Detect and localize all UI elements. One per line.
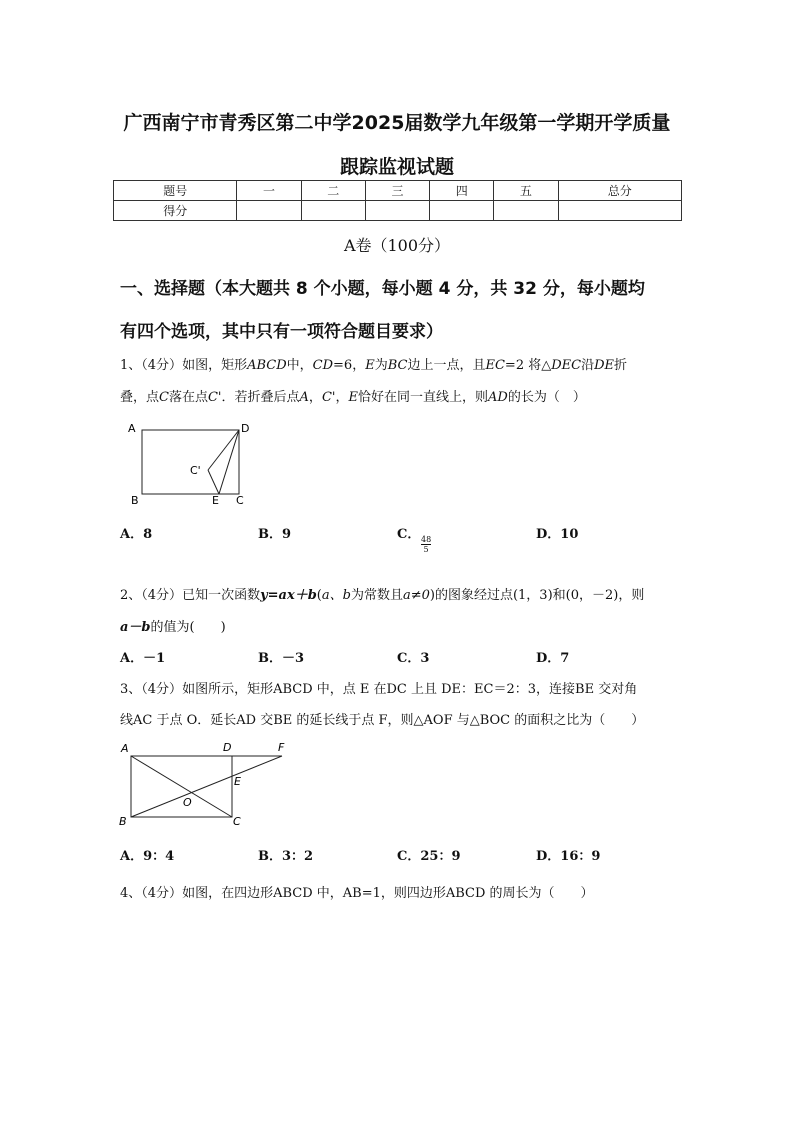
q2-option-d[interactable]: D．7 bbox=[536, 651, 570, 666]
exam-title-line1: 广西南宁市青秀区第二中学2025届数学九年级第一学期开学质量 bbox=[123, 112, 671, 134]
q1-var: BC bbox=[387, 358, 408, 373]
q1-text: ， bbox=[335, 390, 349, 405]
q1-line1 bbox=[120, 354, 627, 373]
q3-line-bf bbox=[131, 756, 282, 817]
q2-score: （4分） bbox=[141, 588, 183, 603]
q3-label-c: C bbox=[233, 815, 241, 828]
q1-var: DE bbox=[594, 358, 615, 373]
q1-var: AD bbox=[488, 390, 508, 405]
q1-option-b[interactable]: B．9 bbox=[258, 527, 292, 542]
q2-text: 为常数且 bbox=[350, 588, 403, 603]
q1-var: EC bbox=[485, 358, 505, 373]
q4-number: 4、 bbox=[120, 886, 142, 901]
q3-label-b: B bbox=[119, 815, 127, 828]
q3-figure bbox=[116, 738, 296, 830]
q3-label-e: E bbox=[234, 775, 241, 788]
score-table-header-row bbox=[114, 181, 682, 201]
q4-line1 bbox=[120, 882, 594, 901]
q3-label-o: O bbox=[183, 796, 192, 809]
q3-label-a: A bbox=[121, 742, 129, 755]
q2-text: 已知一次函数 bbox=[182, 588, 261, 603]
q1-var: ABCD bbox=[247, 358, 287, 373]
q1-text: 恰好在同一直线上，则 bbox=[357, 390, 488, 405]
score-header-cell: 三 bbox=[365, 181, 429, 201]
q2-option-b[interactable]: B．－3 bbox=[258, 651, 305, 666]
q3-option-c[interactable]: C．25：9 bbox=[397, 849, 461, 864]
q1-label-d: D bbox=[241, 422, 250, 435]
q2-option-c[interactable]: C．3 bbox=[397, 651, 430, 666]
score-header-cell: 五 bbox=[494, 181, 558, 201]
fraction-denominator: 5 bbox=[423, 545, 429, 554]
q3-line2: 线AC 于点 O．延长AD 交BE 的延长线于点 F，则△AOF 与△BOC 的面积之比为（ ） bbox=[120, 713, 645, 728]
q2-number: 2、 bbox=[120, 588, 142, 603]
q3-text: 如图所示，矩形ABCD 中，点 E 在DC 上且 DE：EC＝2：3，连接BE 交对角 bbox=[182, 682, 638, 697]
q3-number: 3、 bbox=[120, 682, 142, 697]
q1-text: 沿 bbox=[581, 358, 595, 373]
section-a-label: A卷（100分） bbox=[343, 236, 451, 255]
score-cell bbox=[301, 201, 365, 221]
score-row-label: 得分 bbox=[114, 201, 237, 221]
q1-var: CD bbox=[312, 358, 334, 373]
q1-line2 bbox=[120, 386, 586, 405]
q1-text: ， bbox=[308, 390, 322, 405]
q2-var: a、b bbox=[321, 588, 351, 603]
q1-text: 为 bbox=[374, 358, 388, 373]
q2-line2 bbox=[120, 616, 226, 635]
q4-text: 如图，在四边形ABCD 中，AB=1，则四边形ABCD 的周长为（ ） bbox=[182, 886, 594, 901]
q2-text: )的图象经过点(1，3)和(0，－2)，则 bbox=[429, 588, 645, 603]
q3-line1 bbox=[120, 678, 637, 697]
q3-score: （4分） bbox=[141, 682, 183, 697]
q2-option-a[interactable]: A．－1 bbox=[120, 651, 166, 666]
score-cell bbox=[430, 201, 494, 221]
q1-number: 1、 bbox=[120, 358, 142, 373]
q1-label-e: E bbox=[212, 494, 219, 507]
score-cell bbox=[237, 201, 301, 221]
q1-text: 折 bbox=[614, 358, 628, 373]
q1-var: A bbox=[299, 390, 309, 405]
exam-title-line2: 跟踪监视试题 bbox=[339, 156, 454, 178]
q1-segment-cpe bbox=[208, 470, 219, 494]
score-header-cell: 四 bbox=[430, 181, 494, 201]
q3-diagonal-ac bbox=[131, 756, 232, 817]
q1-option-c-fraction bbox=[421, 535, 431, 554]
score-cell bbox=[494, 201, 558, 221]
q1-var: DEC bbox=[551, 358, 582, 373]
q3-label-f: F bbox=[278, 741, 285, 754]
score-header-cell: 总分 bbox=[558, 181, 681, 201]
q1-option-d[interactable]: D．10 bbox=[536, 527, 579, 542]
q1-var: E bbox=[365, 358, 375, 373]
part1-heading-line1: 一、选择题（本大题共 8 个小题，每小题 4 分，共 32 分，每小题均 bbox=[120, 279, 645, 299]
q2-text: ( bbox=[316, 588, 322, 603]
q3-label-d: D bbox=[223, 741, 232, 754]
q1-option-a[interactable]: A．8 bbox=[120, 527, 153, 542]
score-header-cell: 二 bbox=[301, 181, 365, 201]
q3-option-d[interactable]: D．16：9 bbox=[536, 849, 601, 864]
q3-option-a[interactable]: A．9：4 bbox=[120, 849, 175, 864]
q2-text: 的值为( ) bbox=[150, 620, 226, 635]
q1-label-a: A bbox=[128, 422, 136, 435]
q1-var: C' bbox=[207, 390, 222, 405]
q1-label-cprime: C' bbox=[190, 464, 201, 477]
q1-score: （4分） bbox=[141, 358, 183, 373]
part1-heading-line2: 有四个选项，其中只有一项符合题目要求） bbox=[120, 322, 443, 342]
q1-text: =6， bbox=[333, 358, 366, 373]
q1-text: ．若折叠后点 bbox=[221, 390, 300, 405]
q2-var: a－b bbox=[120, 620, 151, 635]
score-header-cell: 一 bbox=[237, 181, 301, 201]
q1-label-c: C bbox=[236, 494, 244, 507]
q4-score: （4分） bbox=[141, 886, 183, 901]
score-table bbox=[113, 180, 682, 221]
q1-text: 如图，矩形 bbox=[182, 358, 248, 373]
q1-text: 叠，点 bbox=[120, 390, 160, 405]
q2-line1 bbox=[120, 584, 644, 603]
q1-var: C bbox=[159, 390, 169, 405]
q1-var: C' bbox=[321, 390, 336, 405]
q1-option-c[interactable]: C． bbox=[397, 527, 421, 542]
score-header-cell: 题号 bbox=[114, 181, 237, 201]
q1-segment-de bbox=[219, 430, 239, 494]
q1-text: 中， bbox=[286, 358, 313, 373]
q2-var: y=ax＋b bbox=[260, 588, 317, 603]
score-cell bbox=[365, 201, 429, 221]
q1-text: 落在点 bbox=[168, 390, 208, 405]
q1-figure bbox=[120, 418, 260, 510]
fraction-numerator: 48 bbox=[421, 535, 432, 544]
q1-text: 的长为（ ） bbox=[507, 390, 586, 405]
q3-option-b[interactable]: B．3：2 bbox=[258, 849, 314, 864]
score-table-score-row bbox=[114, 201, 682, 221]
q2-var: a≠0 bbox=[402, 588, 430, 603]
q1-rectangle bbox=[142, 430, 239, 494]
q1-text: 边上一点，且 bbox=[407, 358, 486, 373]
q1-text: =2 将△ bbox=[504, 358, 552, 373]
q1-label-b: B bbox=[131, 494, 139, 507]
score-cell bbox=[558, 201, 681, 221]
q1-var: E bbox=[348, 390, 358, 405]
q1-segment-dcp bbox=[208, 430, 239, 470]
